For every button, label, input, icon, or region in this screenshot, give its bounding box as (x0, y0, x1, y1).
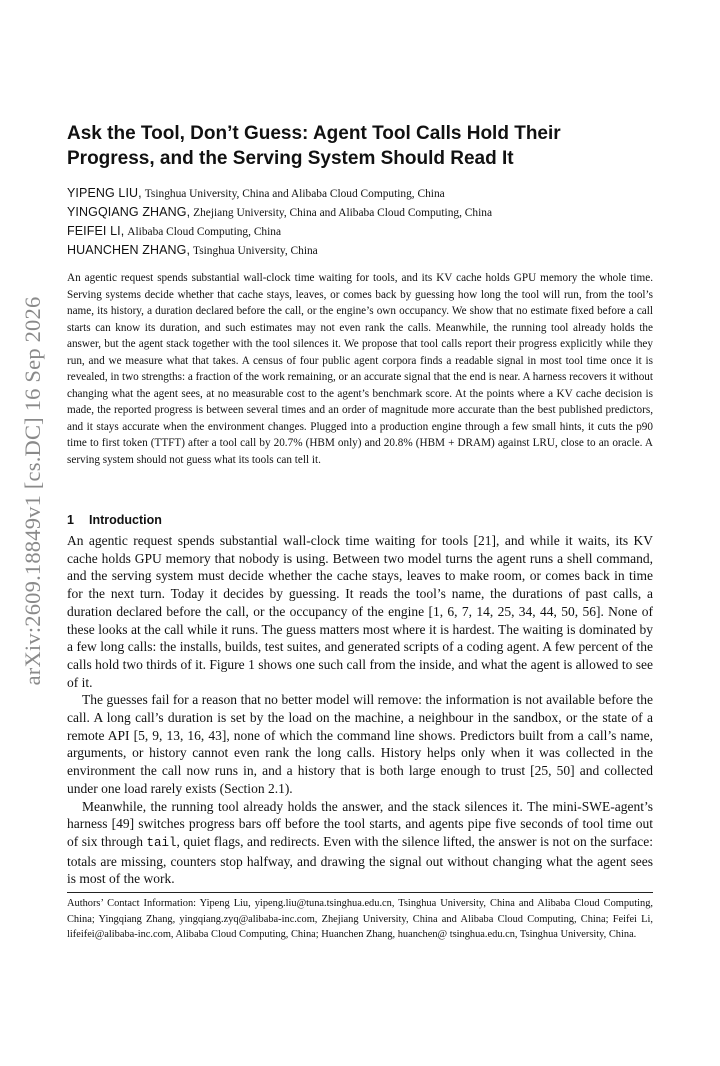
footnote-divider (67, 892, 653, 893)
body-text-segment: Meanwhile, the running tool already holds the answer, and the stack silences it. The mini-SWE-agent’s harness [49] switches progress bars off before the tool starts, and agents pipe five seconds of tool time out of six through (67, 798, 653, 849)
author-affiliation: Tsinghua University, China and Alibaba Cloud Computing, China (144, 188, 445, 200)
section-heading (67, 511, 162, 529)
author-name: YINGQIANG ZHANG, (67, 205, 191, 219)
author-list (67, 184, 667, 260)
author-affiliation: Tsinghua University, China (193, 245, 318, 257)
body-paragraph: An agentic request spends substantial wall-clock time waiting for tools [21], and while it waits, its KV cache holds GPU memory that nobody is using. Between two model turns the agent runs a shell command, and the serving system must decide whether the cache stays, leaves to make room, or comes back in time for the next turn. Today it decides by guessing. It reads the tool’s name, the durations of past calls, a duration declared before the call, or the occupancy of the engine [1, 6, 7, 14, 25, 34, 44, 50, 56]. None of these looks at the call while it runs. The guess matters most where it is hardest. The waiting is dominated by a few long calls: the installs, builds, test suites, and generated scripts of a coding agent. A few percent of the calls hold two thirds of it. Figure 1 shows one such call from the inside, and what the agent is allowed to see of it. (67, 533, 653, 690)
author-entry (67, 222, 667, 241)
author-name: FEIFEI LI, (67, 224, 125, 238)
body-paragraph: The guesses fail for a reason that no better model will remove: the information is not available before the call. A long call’s duration is set by the load on the machine, a neighbour in the sandbox, or the state of a remote API [5, 9, 13, 16, 43], none of which the command line shows. Predictors built from a call’s name, arguments, or history cannot even rank the long calls. History helps only when it was collected in the environment the call now runs in, and a history that is both large enough to trust [25, 50] and collected under one load rarely exists (Section 2.1). (67, 692, 653, 796)
author-affiliation: Zhejiang University, China and Alibaba Cloud Computing, China (193, 207, 493, 219)
section-number: 1 (67, 513, 74, 527)
author-affiliation: Alibaba Cloud Computing, China (127, 226, 282, 238)
author-name: HUANCHEN ZHANG, (67, 243, 191, 257)
arxiv-identifier-stamp (8, 276, 58, 706)
body-text-segment: , quiet flags, and redirects. Even with the silence lifted, the answer is not on the surface: totals are missing, counters stop halfway, and drawing the signal out without changing what the agent sees is most of the work. (67, 833, 653, 887)
abstract: An agentic request spends substantial wall-clock time waiting for tools, and its KV cache holds GPU memory the whole time. Serving systems decide whether that cache stays, leaves, or comes back by guessing how long the tool will run, from the tool’s name, its history, a duration declared before the call, or the engine’s own occupancy. We show that no estimate fixed before a call starts can know its duration, and such estimates may not even rank the calls. Meanwhile, the running tool already holds the answer, but the agent stack together with the tool silences it. We propose that tool calls report their progress explicitly while they run, and we measure what that takes. A census of four public agent corpora finds a readable signal in most tool time once it is revealed, in two strengths: a fraction of the work remaining, or an accurate signal that the end is near. A harness recovers it without changing what the agent sees, at no measurable cost to the agent’s benchmark score. At the points where a KV cache decision is made, the reported progress is between several times and an order of magnitude more accurate than the best published predictors, and it stays accurate when the environment changes. Plugged into a production engine through a few small hints, it cuts the p90 time to first token (TTFT) after a tool call by 20.7% (HBM only) and 20.8% (HBM + DRAM) against LRU, close to an oracle. A serving system should not guess what its tools can tell it. (67, 272, 653, 466)
author-contact-footnote: Authors’ Contact Information: Yipeng Liu, yipeng.liu@tuna.tsinghua.edu.cn, Tsinghua University, China and Alibaba Cloud Computing, China; Yingqiang Zhang, yingqiang.zyq@alibaba-inc.com, Zhejiang University, China and Alibaba Cloud Computing, China; Feifei Li, lifeifei@alibaba-inc.com, Alibaba Cloud Computing, China; Huanchen Zhang, huanchen@ tsinghua.edu.cn, Tsinghua University, China. (67, 898, 653, 940)
section-title: Introduction (89, 513, 162, 527)
introduction-body (67, 532, 653, 888)
author-entry (67, 241, 667, 260)
author-entry (67, 184, 667, 203)
arxiv-identifier: arXiv:2609.18849v1 [cs.DC] 16 Sep 2026 (20, 296, 45, 686)
paper-title-line-1: Ask the Tool, Don’t Guess: Agent Tool Calls Hold Their (67, 123, 561, 144)
author-name: YIPENG LIU, (67, 186, 142, 200)
inline-code: tail (146, 835, 177, 850)
paper-title (67, 121, 667, 171)
body-paragraph (67, 798, 653, 889)
author-entry (67, 203, 667, 222)
paper-title-line-2: Progress, and the Serving System Should Read It (67, 148, 514, 169)
